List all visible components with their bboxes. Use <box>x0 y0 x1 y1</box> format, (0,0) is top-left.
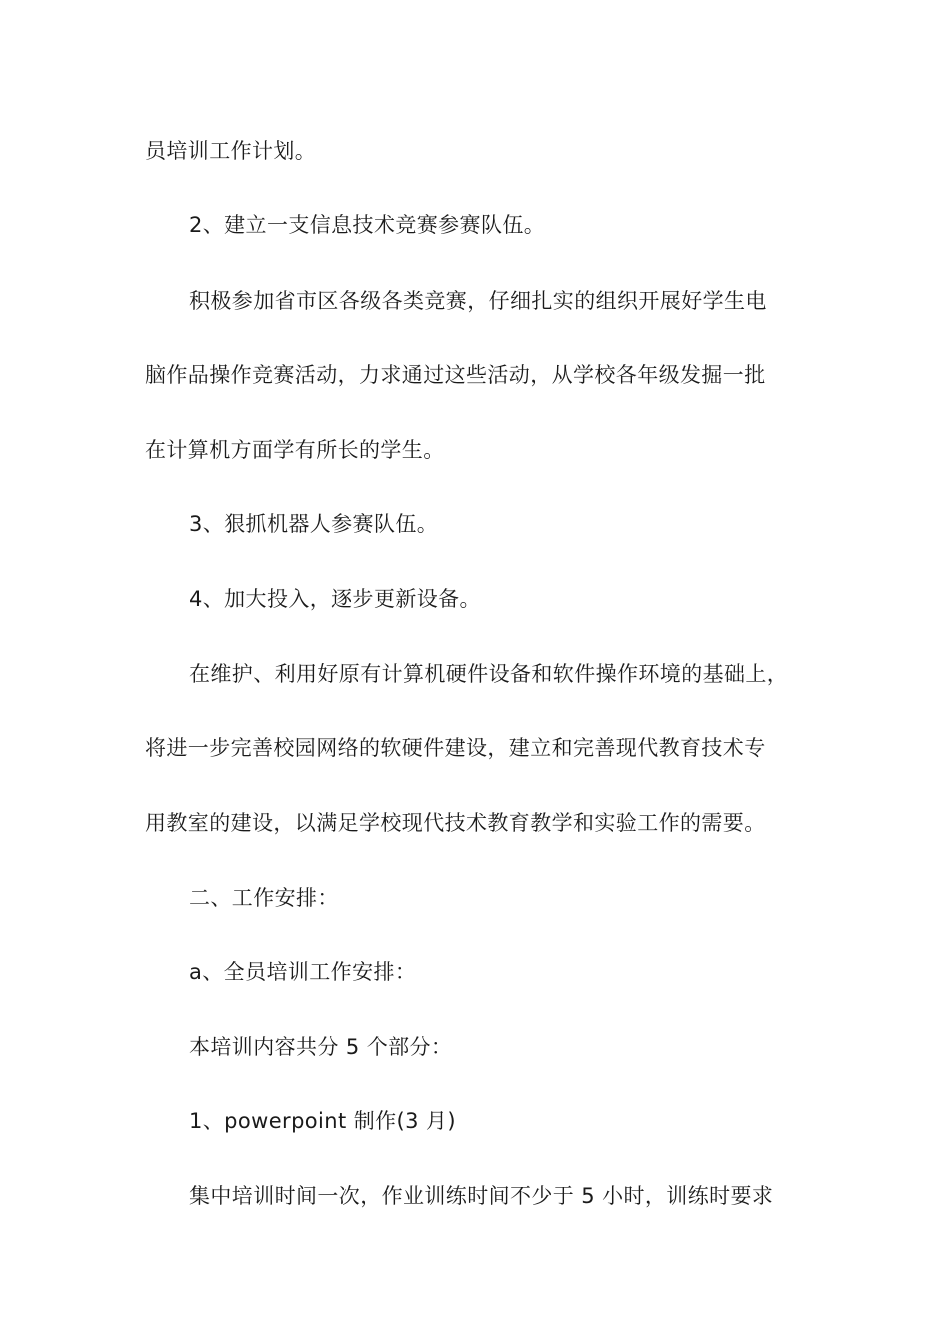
text-line: 3、狠抓机器人参赛队伍。 <box>189 512 439 536</box>
text-line: 用教室的建设，以满足学校现代技术教育教学和实验工作的需要。 <box>145 811 766 835</box>
text-line: 本培训内容共分 5 个部分： <box>189 1035 453 1059</box>
text-line: 将进一步完善校园网络的软硬件建设，建立和完善现代教育技术专 <box>145 736 766 760</box>
text-line: 2、建立一支信息技术竞赛参赛队伍。 <box>189 213 546 237</box>
text-line: 4、加大投入，逐步更新设备。 <box>189 587 481 611</box>
section-heading: 二、工作安排： <box>189 886 339 910</box>
text-line: 积极参加省市区各级各类竞赛，仔细扎实的组织开展好学生电 <box>189 289 767 313</box>
text-line: 在计算机方面学有所长的学生。 <box>145 438 445 462</box>
text-line: 脑作品操作竞赛活动，力求通过这些活动，从学校各年级发掘一批 <box>145 363 766 387</box>
text-line: 在维护、利用好原有计算机硬件设备和软件操作环境的基础上， <box>189 662 789 686</box>
text-line: 员培训工作计划。 <box>145 139 317 163</box>
subsection-heading: a、全员培训工作安排： <box>189 960 417 984</box>
text-line: 集中培训时间一次，作业训练时间不少于 5 小时，训练时要求 <box>189 1184 774 1208</box>
text-line: 1、powerpoint 制作(3 月) <box>189 1109 456 1133</box>
